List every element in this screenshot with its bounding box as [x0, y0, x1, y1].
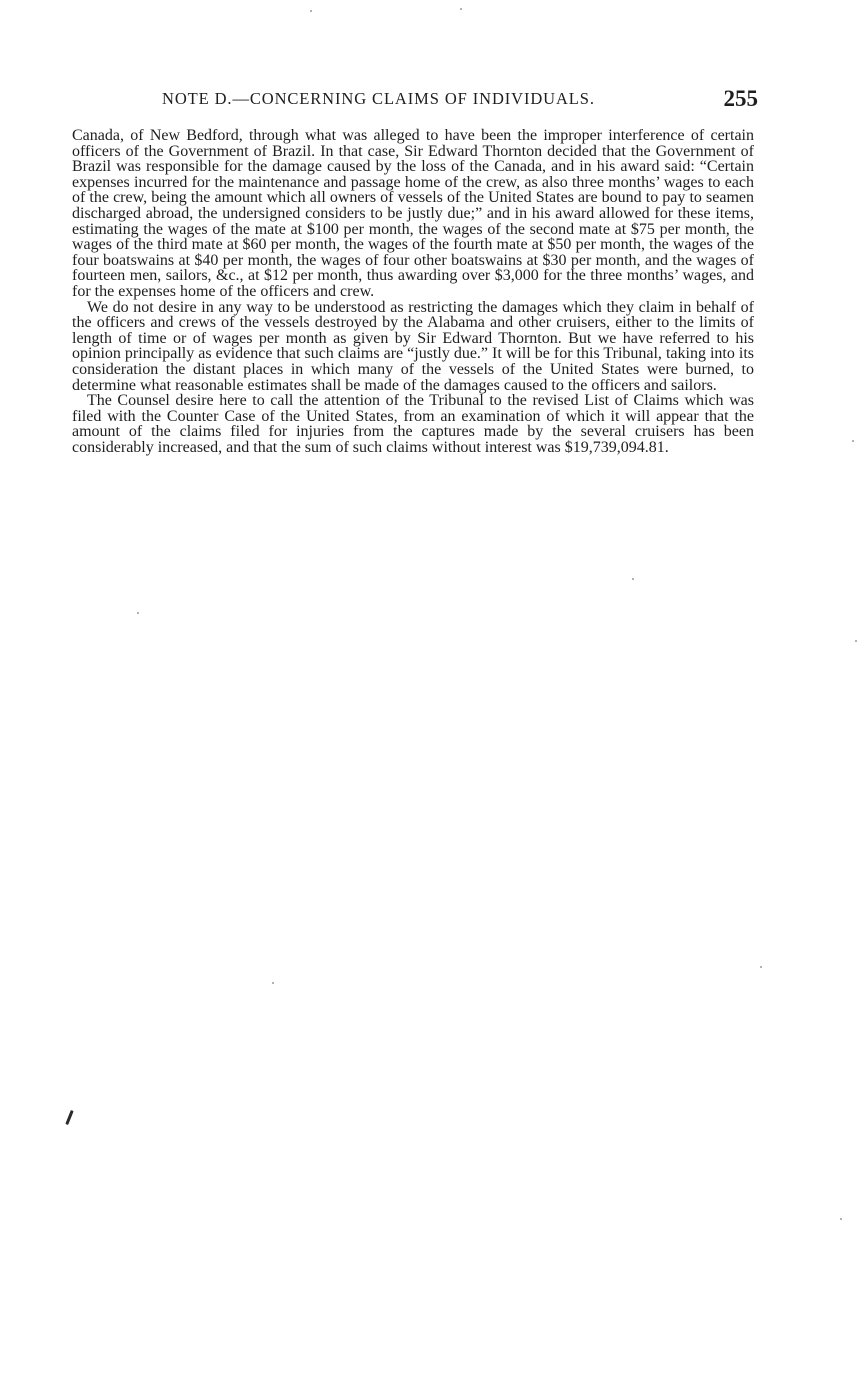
scan-speck [632, 578, 634, 580]
scan-speck [460, 8, 462, 10]
body-text [72, 128, 754, 455]
scan-speck [840, 1218, 842, 1220]
running-header [72, 86, 760, 116]
page-number: 255 [723, 86, 758, 111]
scan-speck [310, 10, 312, 12]
header-title: NOTE D.—CONCERNING CLAIMS OF INDIVIDUALS. [162, 89, 595, 108]
scan-speck [137, 612, 139, 614]
scan-speck [855, 640, 857, 642]
paragraph-revised-list-of-claims: The Counsel desire here to call the attention of the Tribunal to the revised List of Claims which was filed with the Counter Case of the United States, from an examination of which it will appear that the amount of the claims filed for injuries from the captures made by the several cruisers has been considerably increased, and that the sum of such claims without interest was $19,739,094.81. [72, 392, 754, 456]
scan-speck [272, 982, 274, 984]
scan-speck [760, 966, 762, 968]
scan-speck [852, 440, 854, 442]
paragraph-damages-not-restricted: We do not desire in any way to be understood as restricting the damages which they claim in behalf of the officers and crews of the vessels destroyed by the Alabama and other cruisers, either to the limits of length of time or of wages per month as given by Sir Edward Thornton. But we have referred to his opinion principally as evidence that such claims are “justly due.” It will be for this Tribunal, taking into its consideration the distant places in which many of the vessels of the United States were burned, to determine what reasonable estimates shall be made of the damages caused to the officers and sailors. [72, 298, 754, 394]
ink-mark [65, 1110, 73, 1125]
paragraph-canada-award: Canada, of New Bedford, through what was alleged to have been the improper interference of certain officers of the Government of Brazil. In that case, Sir Edward Thornton decided that the Government of Brazil was responsible for the damage caused by the loss of the Canada, and in his award said: “Certain expenses incurred for the maintenance and passage home of the crew, as also three months’ wages to each of the crew, being the amount which all owners of vessels of the United States are bound to pay to seamen discharged abroad, the undersigned considers to be justly due;” and in his award allowed for these items, estimating the wages of the mate at $100 per month, the wages of the second mate at $75 per month, the wages of the third mate at $60 per month, the wages of the fourth mate at $50 per month, the wages of the four boatswains at $40 per month, the wages of four other boatswains at $30 per month, and the wages of fourteen men, sailors, &c., at $12 per month, thus awarding over $3,000 for the three months’ wages, and for the expenses home of the officers and crew. [72, 127, 754, 300]
